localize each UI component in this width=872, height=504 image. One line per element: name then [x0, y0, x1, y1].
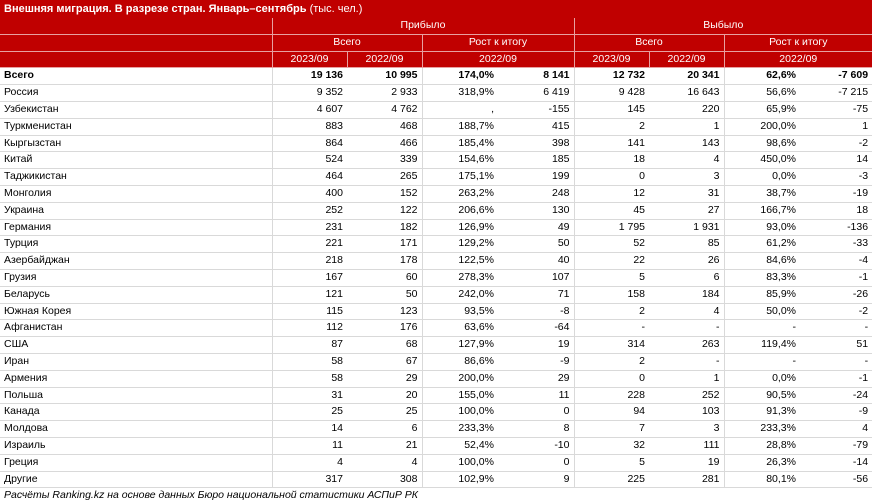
- cell-dg: 83,3%: [724, 269, 800, 286]
- cell-a22: 466: [347, 135, 422, 152]
- cell-ad: -155: [498, 101, 574, 118]
- cell-a22: 171: [347, 236, 422, 253]
- cell-a23: 317: [272, 471, 347, 488]
- table-row: [0, 454, 872, 471]
- country-name: Грузия: [0, 269, 272, 286]
- cell-d22: 111: [649, 437, 724, 454]
- cell-d22: 3: [649, 169, 724, 186]
- header-departed-total: Всего: [574, 34, 724, 51]
- cell-d22: 1: [649, 118, 724, 135]
- header-empty-3: [0, 51, 272, 68]
- cell-dg: 93,0%: [724, 219, 800, 236]
- cell-d23: 1 795: [574, 219, 649, 236]
- cell-ag: 185,4%: [422, 135, 498, 152]
- country-name: Азербайджан: [0, 253, 272, 270]
- cell-d23: 9 428: [574, 85, 649, 102]
- country-name: Всего: [0, 68, 272, 85]
- table-title: [0, 0, 872, 18]
- cell-dd: 18: [800, 202, 872, 219]
- cell-ad: 0: [498, 454, 574, 471]
- cell-ag: 100,0%: [422, 454, 498, 471]
- cell-ad: 9: [498, 471, 574, 488]
- cell-d23: 145: [574, 101, 649, 118]
- cell-ag: 263,2%: [422, 185, 498, 202]
- table-row: [0, 185, 872, 202]
- table-row: [0, 202, 872, 219]
- country-name: Германия: [0, 219, 272, 236]
- cell-a23: 231: [272, 219, 347, 236]
- cell-dd: 4: [800, 421, 872, 438]
- country-name: Украина: [0, 202, 272, 219]
- table-row: [0, 269, 872, 286]
- cell-dd: 51: [800, 337, 872, 354]
- header-arrived-2022: 2022/09: [347, 51, 422, 68]
- cell-d22: 4: [649, 303, 724, 320]
- cell-d23: 2: [574, 353, 649, 370]
- cell-a23: 400: [272, 185, 347, 202]
- header-arrived-total: Всего: [272, 34, 422, 51]
- cell-a22: 339: [347, 152, 422, 169]
- cell-dg: 200,0%: [724, 118, 800, 135]
- cell-a23: 4: [272, 454, 347, 471]
- cell-a23: 221: [272, 236, 347, 253]
- cell-dg: 65,9%: [724, 101, 800, 118]
- country-name: Турция: [0, 236, 272, 253]
- cell-dg: 62,6%: [724, 68, 800, 85]
- cell-d22: -: [649, 353, 724, 370]
- country-name: Беларусь: [0, 286, 272, 303]
- cell-dg: 80,1%: [724, 471, 800, 488]
- cell-dg: 98,6%: [724, 135, 800, 152]
- cell-a23: 218: [272, 253, 347, 270]
- cell-d23: 228: [574, 387, 649, 404]
- header-departed-growth: Рост к итогу: [724, 34, 872, 51]
- header-row-2: [0, 34, 872, 51]
- cell-a22: 67: [347, 353, 422, 370]
- cell-dd: 14: [800, 152, 872, 169]
- cell-ad: 50: [498, 236, 574, 253]
- cell-a23: 19 136: [272, 68, 347, 85]
- cell-a23: 14: [272, 421, 347, 438]
- cell-a22: 265: [347, 169, 422, 186]
- header-arrived-2023: 2023/09: [272, 51, 347, 68]
- table-row: [0, 152, 872, 169]
- cell-a22: 182: [347, 219, 422, 236]
- cell-dd: -: [800, 353, 872, 370]
- cell-dd: -2: [800, 135, 872, 152]
- table-row: [0, 437, 872, 454]
- cell-ag: 102,9%: [422, 471, 498, 488]
- cell-d22: 27: [649, 202, 724, 219]
- country-name: Китай: [0, 152, 272, 169]
- cell-ag: 86,6%: [422, 353, 498, 370]
- cell-d22: 3: [649, 421, 724, 438]
- cell-d22: 4: [649, 152, 724, 169]
- cell-dg: 450,0%: [724, 152, 800, 169]
- cell-dg: 26,3%: [724, 454, 800, 471]
- header-departed: Выбыло: [574, 18, 872, 34]
- cell-d23: 12 732: [574, 68, 649, 85]
- cell-dd: -2: [800, 303, 872, 320]
- cell-a22: 25: [347, 404, 422, 421]
- cell-ad: -8: [498, 303, 574, 320]
- cell-dd: -4: [800, 253, 872, 270]
- cell-dg: 28,8%: [724, 437, 800, 454]
- cell-dg: 38,7%: [724, 185, 800, 202]
- cell-dd: -56: [800, 471, 872, 488]
- cell-dg: 0,0%: [724, 169, 800, 186]
- cell-ag: 122,5%: [422, 253, 498, 270]
- cell-a22: 4 762: [347, 101, 422, 118]
- cell-dd: 1: [800, 118, 872, 135]
- country-name: Монголия: [0, 185, 272, 202]
- country-name: Кыргызстан: [0, 135, 272, 152]
- cell-d22: 1 931: [649, 219, 724, 236]
- cell-d23: 18: [574, 152, 649, 169]
- cell-dg: 61,2%: [724, 236, 800, 253]
- cell-d22: 20 341: [649, 68, 724, 85]
- cell-d23: 5: [574, 269, 649, 286]
- table-row: [0, 219, 872, 236]
- cell-ag: 129,2%: [422, 236, 498, 253]
- cell-ag: 52,4%: [422, 437, 498, 454]
- cell-d23: 5: [574, 454, 649, 471]
- cell-a22: 6: [347, 421, 422, 438]
- cell-dd: -75: [800, 101, 872, 118]
- cell-a22: 10 995: [347, 68, 422, 85]
- country-name: Армения: [0, 370, 272, 387]
- cell-ad: 248: [498, 185, 574, 202]
- table-row: [0, 85, 872, 102]
- cell-d23: 45: [574, 202, 649, 219]
- cell-ad: 49: [498, 219, 574, 236]
- cell-d23: 2: [574, 303, 649, 320]
- cell-dd: -14: [800, 454, 872, 471]
- cell-d23: 0: [574, 370, 649, 387]
- cell-ag: 188,7%: [422, 118, 498, 135]
- cell-dd: -1: [800, 269, 872, 286]
- cell-a22: 152: [347, 185, 422, 202]
- header-departed-2022: 2022/09: [649, 51, 724, 68]
- cell-ad: 415: [498, 118, 574, 135]
- cell-ad: 40: [498, 253, 574, 270]
- table-row: [0, 303, 872, 320]
- country-name: Таджикистан: [0, 169, 272, 186]
- cell-a23: 9 352: [272, 85, 347, 102]
- cell-a23: 58: [272, 370, 347, 387]
- cell-ag: 200,0%: [422, 370, 498, 387]
- table-row: [0, 68, 872, 85]
- cell-a23: 25: [272, 404, 347, 421]
- cell-dg: -: [724, 353, 800, 370]
- cell-a23: 864: [272, 135, 347, 152]
- cell-a23: 87: [272, 337, 347, 354]
- cell-d22: -: [649, 320, 724, 337]
- cell-dg: -: [724, 320, 800, 337]
- cell-ag: 242,0%: [422, 286, 498, 303]
- cell-ag: 318,9%: [422, 85, 498, 102]
- cell-ad: 398: [498, 135, 574, 152]
- cell-d22: 220: [649, 101, 724, 118]
- country-name: Канада: [0, 404, 272, 421]
- cell-a23: 883: [272, 118, 347, 135]
- table-row: [0, 101, 872, 118]
- cell-a23: 115: [272, 303, 347, 320]
- country-name: Афганистан: [0, 320, 272, 337]
- footer-row: [0, 488, 872, 504]
- cell-d22: 281: [649, 471, 724, 488]
- header-arrived-ratio: 2022/09: [422, 51, 574, 68]
- title-bold: Внешняя миграция. В разрезе стран. Январь–сентябрь: [4, 3, 307, 15]
- header-departed-2023: 2023/09: [574, 51, 649, 68]
- table-row: [0, 320, 872, 337]
- cell-d23: 0: [574, 169, 649, 186]
- header-row-1: [0, 18, 872, 34]
- country-name: Россия: [0, 85, 272, 102]
- country-name: Другие: [0, 471, 272, 488]
- cell-a22: 20: [347, 387, 422, 404]
- country-name: Узбекистан: [0, 101, 272, 118]
- title-units: (тыс. чел.): [309, 3, 363, 15]
- table-row: [0, 370, 872, 387]
- cell-d22: 19: [649, 454, 724, 471]
- table-row: [0, 404, 872, 421]
- country-name: Израиль: [0, 437, 272, 454]
- cell-ag: 100,0%: [422, 404, 498, 421]
- cell-dd: -33: [800, 236, 872, 253]
- cell-ad: 0: [498, 404, 574, 421]
- table-row: [0, 236, 872, 253]
- cell-d23: 141: [574, 135, 649, 152]
- cell-d22: 26: [649, 253, 724, 270]
- country-name: Южная Корея: [0, 303, 272, 320]
- cell-a22: 50: [347, 286, 422, 303]
- table-row: [0, 118, 872, 135]
- cell-a23: 112: [272, 320, 347, 337]
- cell-ag: 278,3%: [422, 269, 498, 286]
- cell-d23: 12: [574, 185, 649, 202]
- cell-dg: 50,0%: [724, 303, 800, 320]
- cell-ad: 185: [498, 152, 574, 169]
- cell-ad: 199: [498, 169, 574, 186]
- cell-d23: 52: [574, 236, 649, 253]
- header-arrived: Прибыло: [272, 18, 574, 34]
- cell-a23: 11: [272, 437, 347, 454]
- cell-a22: 21: [347, 437, 422, 454]
- header-arrived-growth: Рост к итогу: [422, 34, 574, 51]
- cell-ad: 71: [498, 286, 574, 303]
- cell-a23: 121: [272, 286, 347, 303]
- header-departed-ratio: 2022/09: [724, 51, 872, 68]
- cell-dg: 233,3%: [724, 421, 800, 438]
- cell-d22: 184: [649, 286, 724, 303]
- cell-dd: -3: [800, 169, 872, 186]
- table-row: [0, 135, 872, 152]
- cell-ag: 127,9%: [422, 337, 498, 354]
- cell-ag: 154,6%: [422, 152, 498, 169]
- cell-d23: 2: [574, 118, 649, 135]
- cell-dd: -1: [800, 370, 872, 387]
- cell-dd: -7 609: [800, 68, 872, 85]
- cell-a22: 176: [347, 320, 422, 337]
- cell-ad: -9: [498, 353, 574, 370]
- cell-dg: 119,4%: [724, 337, 800, 354]
- cell-ad: 6 419: [498, 85, 574, 102]
- cell-dd: -79: [800, 437, 872, 454]
- cell-d22: 1: [649, 370, 724, 387]
- cell-ad: 107: [498, 269, 574, 286]
- country-name: США: [0, 337, 272, 354]
- country-name: Туркменистан: [0, 118, 272, 135]
- cell-ag: 93,5%: [422, 303, 498, 320]
- header-empty-2: [0, 34, 272, 51]
- cell-ag: 233,3%: [422, 421, 498, 438]
- country-name: Молдова: [0, 421, 272, 438]
- cell-ag: 155,0%: [422, 387, 498, 404]
- cell-dg: 84,6%: [724, 253, 800, 270]
- cell-dd: -19: [800, 185, 872, 202]
- cell-a22: 122: [347, 202, 422, 219]
- header-row-3: [0, 51, 872, 68]
- cell-dd: -: [800, 320, 872, 337]
- cell-dd: -9: [800, 404, 872, 421]
- cell-a22: 178: [347, 253, 422, 270]
- table-row: [0, 353, 872, 370]
- cell-d22: 6: [649, 269, 724, 286]
- cell-a22: 68: [347, 337, 422, 354]
- cell-ad: 8: [498, 421, 574, 438]
- cell-ag: 174,0%: [422, 68, 498, 85]
- cell-dg: 56,6%: [724, 85, 800, 102]
- cell-d23: 94: [574, 404, 649, 421]
- cell-dg: 90,5%: [724, 387, 800, 404]
- cell-a22: 60: [347, 269, 422, 286]
- cell-a22: 2 933: [347, 85, 422, 102]
- table-row: [0, 387, 872, 404]
- cell-ag: 206,6%: [422, 202, 498, 219]
- table-row: [0, 337, 872, 354]
- header-empty-1: [0, 18, 272, 34]
- cell-d23: 32: [574, 437, 649, 454]
- cell-a23: 167: [272, 269, 347, 286]
- table-row: [0, 421, 872, 438]
- table-body: [0, 68, 872, 488]
- cell-ad: 130: [498, 202, 574, 219]
- cell-dd: -24: [800, 387, 872, 404]
- cell-d22: 252: [649, 387, 724, 404]
- cell-a23: 58: [272, 353, 347, 370]
- table-row: [0, 253, 872, 270]
- cell-ad: 8 141: [498, 68, 574, 85]
- cell-a23: 4 607: [272, 101, 347, 118]
- cell-ad: 19: [498, 337, 574, 354]
- cell-ag: 63,6%: [422, 320, 498, 337]
- cell-a23: 464: [272, 169, 347, 186]
- cell-d23: 158: [574, 286, 649, 303]
- cell-ad: -10: [498, 437, 574, 454]
- cell-ad: 29: [498, 370, 574, 387]
- cell-a23: 31: [272, 387, 347, 404]
- cell-dg: 0,0%: [724, 370, 800, 387]
- country-name: Иран: [0, 353, 272, 370]
- cell-d23: 22: [574, 253, 649, 270]
- cell-a22: 4: [347, 454, 422, 471]
- country-name: Польша: [0, 387, 272, 404]
- cell-dg: 85,9%: [724, 286, 800, 303]
- cell-dg: 166,7%: [724, 202, 800, 219]
- cell-d23: 314: [574, 337, 649, 354]
- cell-d23: 225: [574, 471, 649, 488]
- cell-d22: 31: [649, 185, 724, 202]
- cell-a22: 468: [347, 118, 422, 135]
- table-row: [0, 169, 872, 186]
- table-row: [0, 286, 872, 303]
- cell-dd: -7 215: [800, 85, 872, 102]
- cell-d22: 16 643: [649, 85, 724, 102]
- cell-d22: 263: [649, 337, 724, 354]
- cell-ad: 11: [498, 387, 574, 404]
- cell-dg: 91,3%: [724, 404, 800, 421]
- cell-a22: 29: [347, 370, 422, 387]
- cell-a22: 123: [347, 303, 422, 320]
- cell-a23: 524: [272, 152, 347, 169]
- cell-a22: 308: [347, 471, 422, 488]
- country-name: Греция: [0, 454, 272, 471]
- cell-d23: -: [574, 320, 649, 337]
- cell-ag: 126,9%: [422, 219, 498, 236]
- cell-dd: -26: [800, 286, 872, 303]
- cell-ag: ,: [422, 101, 498, 118]
- table-row: [0, 471, 872, 488]
- cell-ag: 175,1%: [422, 169, 498, 186]
- cell-d22: 85: [649, 236, 724, 253]
- cell-d22: 143: [649, 135, 724, 152]
- cell-ad: -64: [498, 320, 574, 337]
- title-row: [0, 0, 872, 18]
- cell-d22: 103: [649, 404, 724, 421]
- cell-dd: -136: [800, 219, 872, 236]
- source-note: Расчёты Ranking.kz на основе данных Бюро национальной статистики АСПиР РК: [4, 489, 418, 502]
- cell-d23: 7: [574, 421, 649, 438]
- cell-a23: 252: [272, 202, 347, 219]
